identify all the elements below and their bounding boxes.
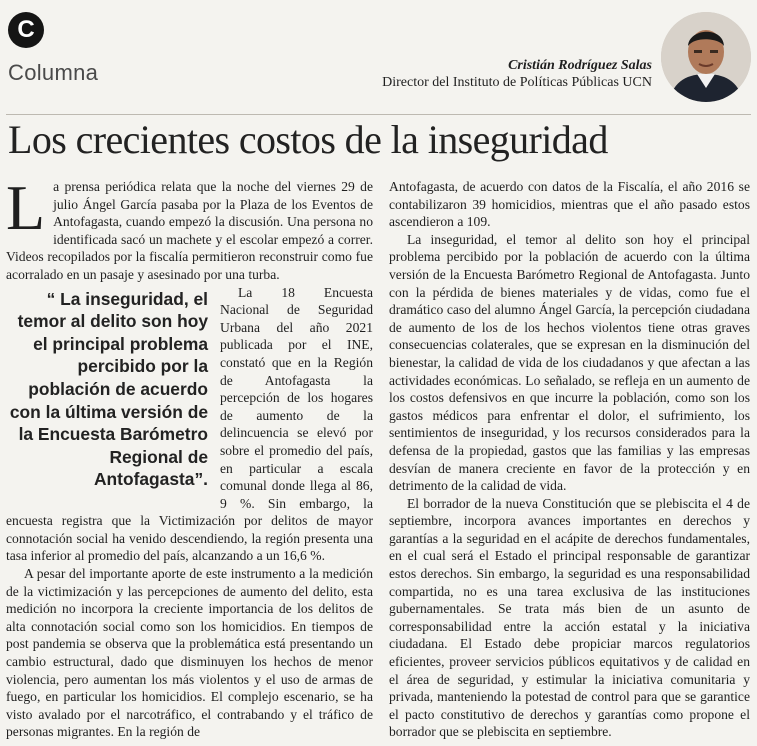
logo-letter: C: [17, 16, 35, 43]
paragraph-2-text: La 18 Encuesta Nacional de Seguridad Urbana del año 2021 publicada por el INE, constató que en la Región de Antofagasta la percepción de los hogares de aumento de la delincuencia se elevó por sobre el promedio del país, en particular a escala comunal donde llega al 86, 9 %. Sin embargo, la encuesta registra que la Victimización por delitos de mayor connotación social ha venido descendiendo, la región presenta una tasa inferior al promedio del país, alcanzando a un 16,6 %.: [6, 284, 373, 564]
author-photo: [661, 12, 751, 102]
article-headline: Los crecientes costos de la inseguridad: [8, 117, 608, 162]
paragraph-4: La inseguridad, el temor al delito son hoy el principal problema percibido por la población de acuerdo con la última versión de la Encuesta Barómetro Regional de Antofagasta. Junto con la pérdida de bienes materiales y de vidas, como fue el dramático caso del alumno Ángel García, la percepción ciudadana de aumento de los de los hechos violentos tiene otras graves consecuencias colaterales, que se expresan en la disminución del bienestar, la calidad de vida de los ciudadanos y que afectan a las actividades económicas. Lo señalado, se refleja en un aumento de los costos defensivos en que incurre la población, como son los gastos médicos para enfrentar el dolor, el sufrimiento, los sentimientos de inseguridad, y los recursos considerados para la defensa de la propiedad, gastos que las familias y las empresas desvían de manera creciente en favor de la protección y en detrimento de la calidad de vida.: [389, 231, 750, 494]
drop-cap: L: [6, 172, 46, 243]
author-byline: [382, 57, 652, 91]
paragraph-1-text: a prensa periódica relata que la noche del viernes 29 de julio Ángel García pasaba por la Plaza de los Eventos de Antofagasta, cuando empezó la discusión. Una persona no identificada sacó un machete y el escolar empezó a correr. Videos recopilados por la fiscalía permitieron reconstruir como fue acorralado en un pasaje y asesinado por una turba.: [6, 179, 373, 282]
article-column-left: [6, 172, 373, 741]
article-column-right: [389, 178, 750, 741]
paragraph-3: A pesar del importante aporte de este instrumento a la medición de la victimización y las percepciones de aumento del delito, esta medición no incorpora la creciente importancia de los delitos de alta connotación social como son los homicidios. En tiempos de post pandemia se observa que la problemática está presentando un cambio estructural, dado que disminuyen los hechos de menor violencia, pero aumentan los más violentos y el uso de armas de fuego, en particular los homicidios. El complejo escenario, se ha visto avalado por el narcotráfico, el contrabando y el tráfico de personas migrantes. En la región de: [6, 566, 373, 740]
publication-logo: [8, 12, 44, 48]
author-name: Cristián Rodríguez Salas: [508, 58, 652, 73]
section-label: Columna: [8, 60, 99, 85]
paragraph-5: El borrador de la nueva Constitución que se plebiscita el 4 de septiembre, incorpora avances importantes en derechos y garantías a la seguridad en el acápite de derechos fundamentales, en el cual será el Estado el principal responsable de garantizar estos derechos. Sin embargo, la seguridad es una responsabilidad compartida, no es una tarea exclusiva de las instituciones gubernamentales. Se trata más bien de un asunto de corresponsabilidad entre la acción estatal y la iniciativa ciudadana. El Estado debe propiciar marcos regulatorios eficientes, proveer servicios públicos equitativos y de calidad en el área de seguridad, y estimular la iniciativa comunitaria y privada, manteniendo la potestad de control para que se garantice el pacto constitutivo de derechos y garantías como propone el borrador que se plebiscita en septiembre.: [389, 495, 750, 740]
paragraph-2: [6, 284, 373, 566]
paragraph-3-continued: Antofagasta, de acuerdo con datos de la Fiscalía, el año 2016 se contabilizaron 39 homicidios, mientras que el año pasado estos ascendieron a 109.: [389, 179, 750, 230]
paragraph-1: [6, 172, 373, 284]
pull-quote: “ La inseguridad, el temor al delito son hoy el principal problema percibido por la población de acuerdo con la última versión de la Encuesta Barómetro Regional de Antofagasta”.: [9, 288, 208, 490]
header-divider: [6, 114, 751, 115]
author-title: Director del Instituto de Políticas Públicas UCN: [382, 75, 652, 90]
author-portrait-icon: [661, 12, 751, 102]
